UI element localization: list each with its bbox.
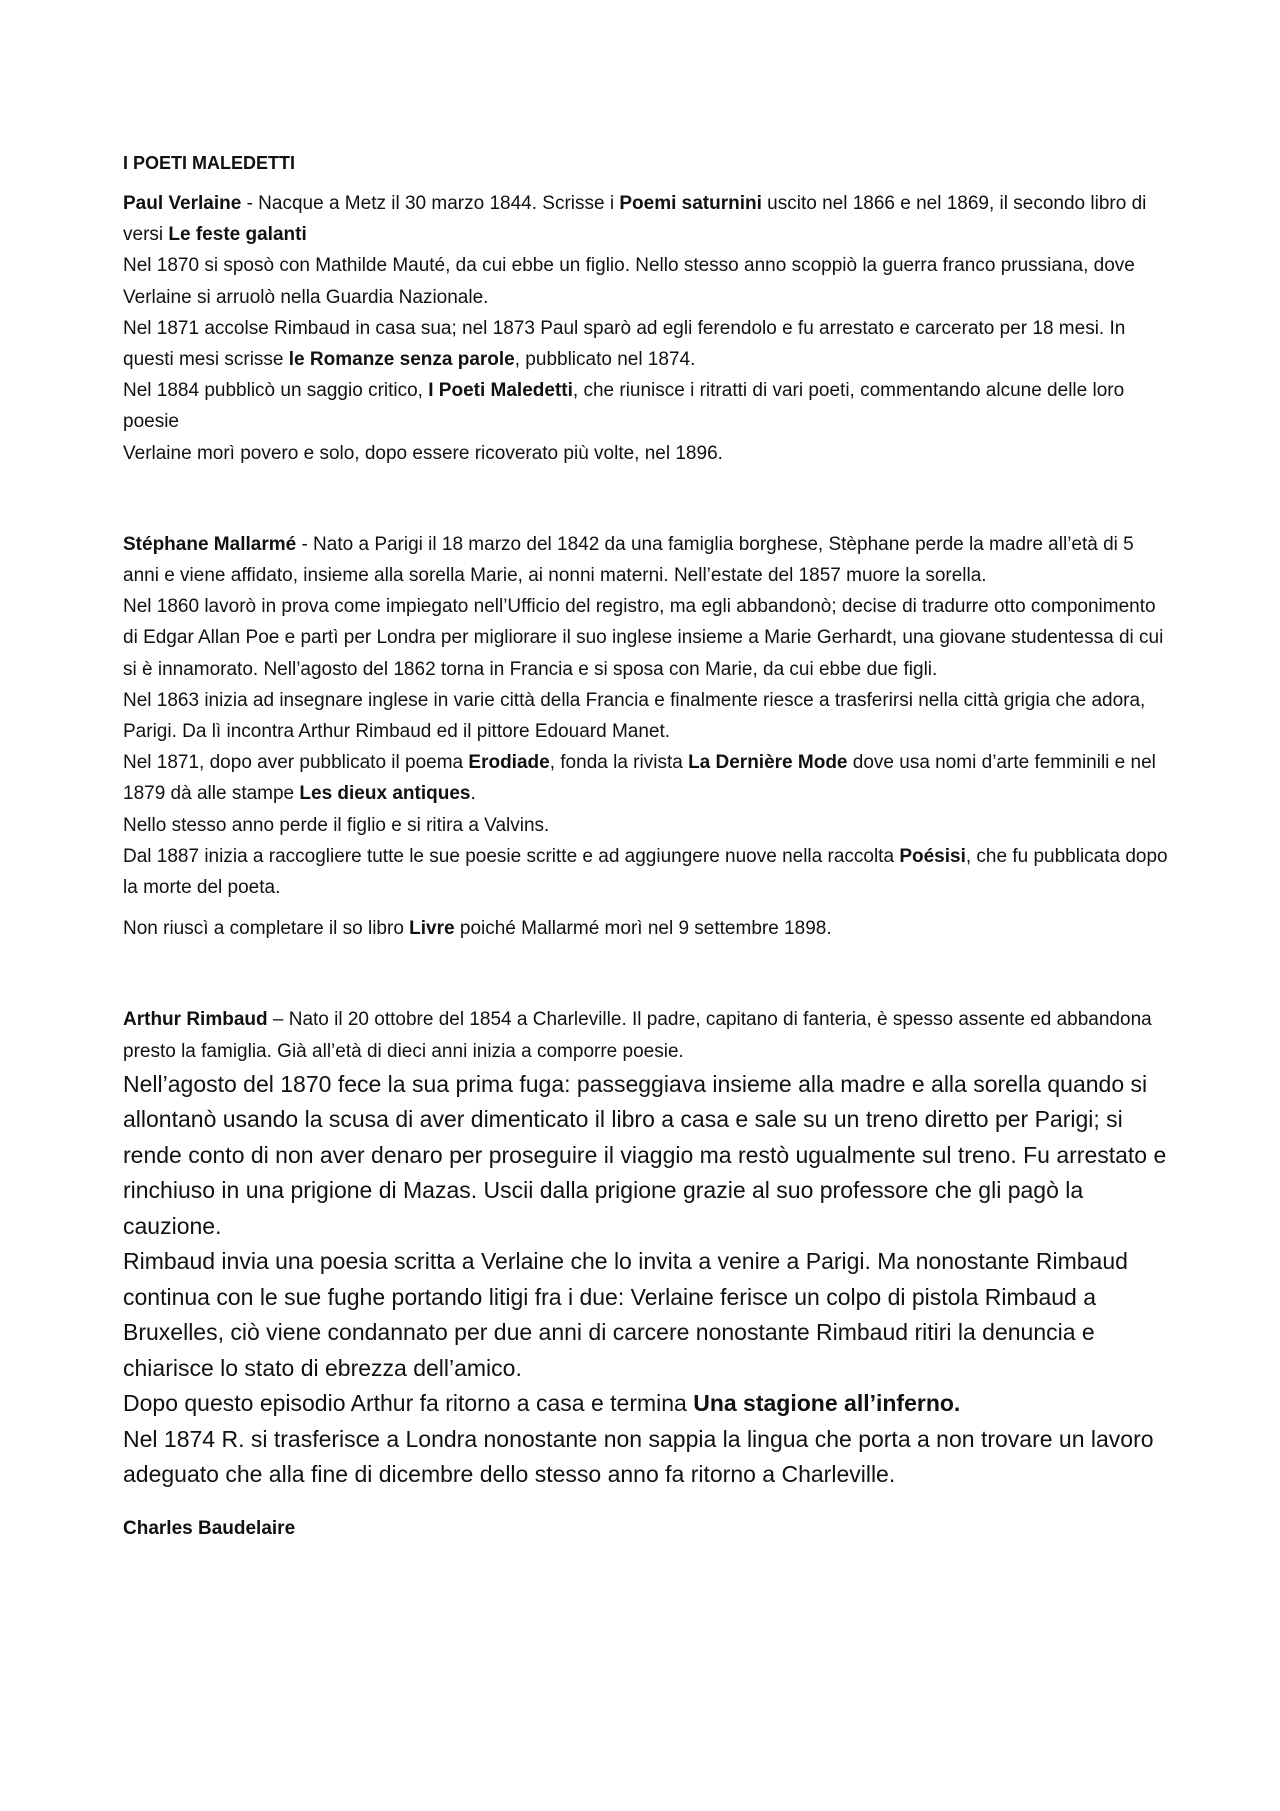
baudelaire-heading: Charles Baudelaire	[123, 1517, 296, 1539]
verlaine-paragraph-3: Nel 1871 accolse Rimbaud in casa sua; nel 1873 Paul sparò ad egli ferendolo e fu arrestato e carcerato per 18 mesi. In questi mesi scrisse le Romanze senza parole, pubblicato nel 1874.	[123, 317, 1126, 371]
rimbaud-paragraph-4: Dopo questo episodio Arthur fa ritorno a casa e termina Una stagione all’inferno.	[123, 1390, 961, 1417]
rimbaud-paragraph-2: Nell’agosto del 1870 fece la sua prima fuga: passeggiava insieme alla madre e alla sorella quando si allontanò usando la scusa di aver dimenticato il libro a casa e sale su un treno diretto per Parigi; si rende conto di non aver denaro per proseguire il viaggio ma restò ugualmente sul treno. Fu arrestato e rinchiuso in una prigione di Mazas. Uscii dalla prigione grazie al suo professore che gli pagò la cauzione.	[123, 1070, 1167, 1239]
section-rimbaud	[123, 1004, 1168, 1492]
mallarme-paragraph-1: Stéphane Mallarmé - Nato a Parigi il 18 marzo del 1842 da una famiglia borghese, Stèphane perde la madre all’età di 5 anni e viene affidato, insieme alla sorella Marie, ai nonni materni. Nell’estate del 1857 muore la sorella.	[123, 533, 1134, 587]
document-page	[123, 148, 1168, 1544]
section-verlaine	[123, 188, 1168, 469]
verlaine-paragraph-5: Verlaine morì povero e solo, dopo essere ricoverato più volte, nel 1896.	[123, 442, 723, 464]
rimbaud-paragraph-3: Rimbaud invia una poesia scritta a Verlaine che lo invita a venire a Parigi. Ma nonostante Rimbaud continua con le sue fughe portando litigi fra i due: Verlaine ferisce un colpo di pistola Rimbaud a Bruxelles, ciò viene condannato per due anni di carcere nonostante Rimbaud ritiri la denuncia e chiarisce lo stato di ebrezza dell’amico.	[123, 1248, 1128, 1381]
section-mallarme	[123, 529, 1168, 945]
mallarme-paragraph-6: Dal 1887 inizia a raccogliere tutte le sue poesie scritte e ad aggiungere nuove nella raccolta Poésisi, che fu pubblicata dopo la morte del poeta.	[123, 845, 1168, 899]
rimbaud-paragraph-1: Arthur Rimbaud – Nato il 20 ottobre del 1854 a Charleville. Il padre, capitano di fanteria, è spesso assente ed abbandona presto la famiglia. Già all’età di dieci anni inizia a comporre poesie.	[123, 1009, 1152, 1062]
rimbaud-paragraph-5: Nel 1874 R. si trasferisce a Londra nonostante non sappia la lingua che porta a non trovare un lavoro adeguato che alla fine di dicembre dello stesso anno fa ritorno a Charleville.	[123, 1425, 1154, 1488]
verlaine-paragraph-4: Nel 1884 pubblicò un saggio critico, I Poeti Maledetti, che riunisce i ritratti di vari poeti, commentando alcune delle loro poesie	[123, 380, 1125, 433]
mallarme-paragraph-7: Non riuscì a completare il so libro Livre poiché Mallarmé morì nel 9 settembre 1898.	[123, 918, 832, 940]
rimbaud-name: Arthur Rimbaud	[123, 1009, 268, 1031]
verlaine-paragraph-2: Nel 1870 si sposò con Mathilde Mauté, da cui ebbe un figlio. Nello stesso anno scoppiò la guerra franco prussiana, dove Verlaine si arruolò nella Guardia Nazionale.	[123, 255, 1135, 308]
mallarme-paragraph-4: Nel 1871, dopo aver pubblicato il poema Erodiade, fonda la rivista La Dernière Mode dove usa nomi d’arte femminili e nel 1879 dà alle stampe Les dieux antiques.	[123, 752, 1156, 805]
mallarme-name: Stéphane Mallarmé	[123, 533, 297, 555]
mallarme-paragraph-3: Nel 1863 inizia ad insegnare inglese in varie città della Francia e finalmente riesce a trasferirsi nella città grigia che adora, Parigi. Da lì incontra Arthur Rimbaud ed il pittore Edouard Manet.	[123, 689, 1146, 743]
mallarme-paragraph-5: Nello stesso anno perde il figlio e si ritira a Valvins.	[123, 814, 550, 836]
document-title: I POETI MALEDETTI	[123, 153, 296, 173]
verlaine-paragraph-1: Paul Verlaine - Nacque a Metz il 30 marzo 1844. Scrisse i Poemi saturnini uscito nel 1866 e nel 1869, il secondo libro di versi Le feste galanti	[123, 193, 1147, 246]
verlaine-name: Paul Verlaine	[123, 193, 242, 214]
mallarme-paragraph-2: Nel 1860 lavorò in prova come impiegato nell’Ufficio del registro, ma egli abbandonò; decise di tradurre otto componimento di Edgar Allan Poe e partì per Londra per migliorare il suo inglese insieme a Marie Gerhardt, una giovane studentessa di cui si è innamorato. Nell’agosto del 1862 torna in Francia e si sposa con Marie, da cui ebbe due figli.	[123, 596, 1164, 680]
